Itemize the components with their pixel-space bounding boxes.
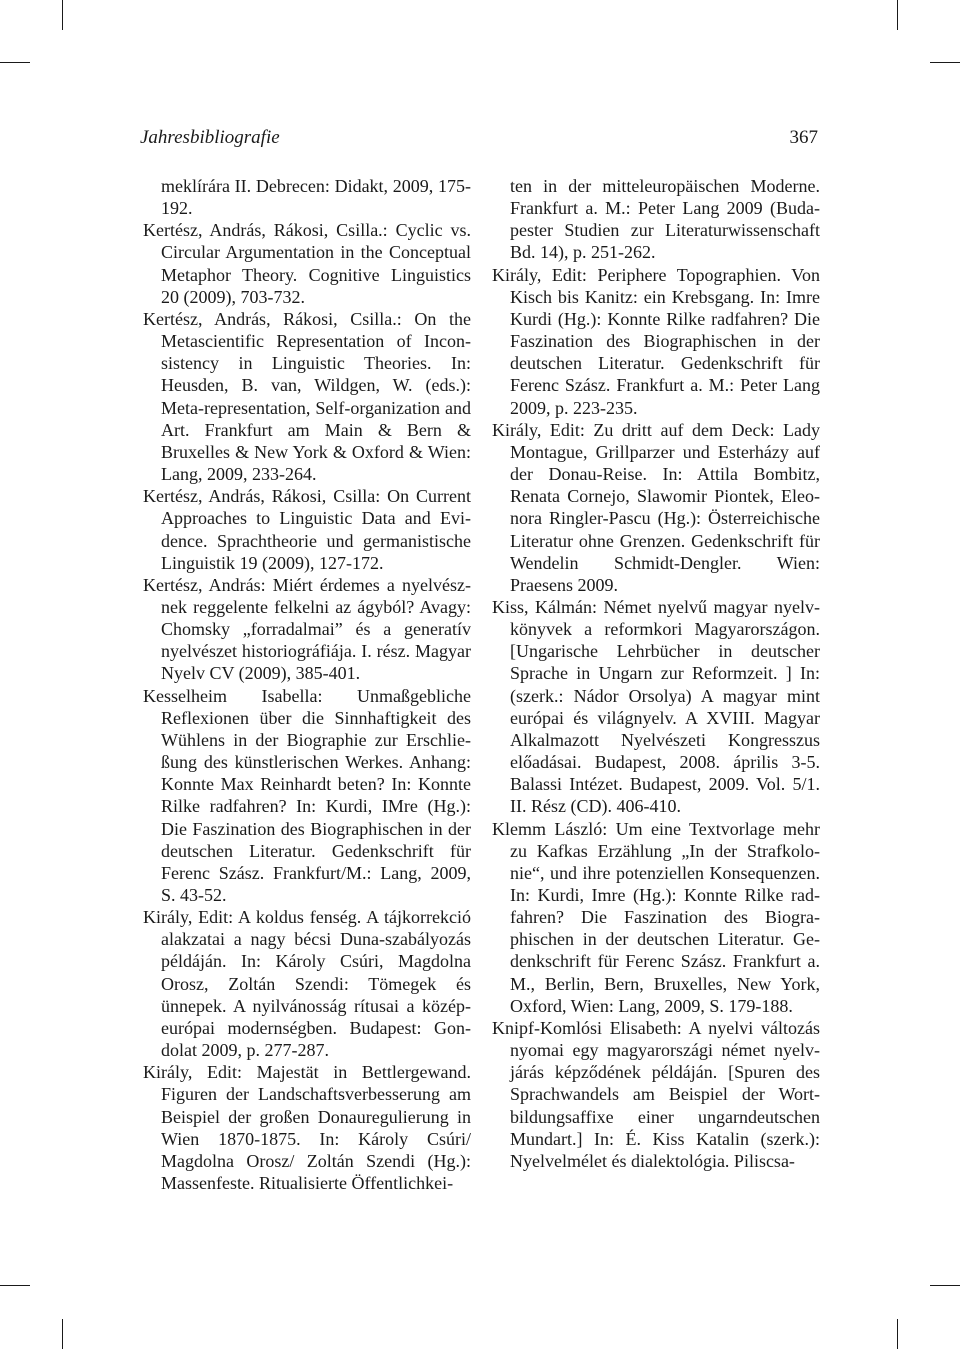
- crop-mark-top-left-h: [0, 62, 30, 63]
- bibliography-entry: Király, Edit: Periphere Topographien. Von Kisch bis Kanitz: ein Krebsgang. In: Imre Kurdi (Hg.): Konnte Rilke radfahren? Die Faszination des Biographischen in der deutschen Literatur. Gedenkschrift für Ferenc Szász. Frankfurt a. M.: Peter Lang 2009, p. 223-235.: [492, 264, 820, 418]
- crop-mark-top-right-h: [930, 62, 960, 63]
- crop-mark-bottom-right-h: [930, 1285, 960, 1286]
- bibliography-entry: Kertész, András, Rákosi, Csilla.: Cyclic vs. Circular Argumentation in the Conceptual Metaphor Theory. Cognitive Linguistics 20 (2009), 703-732.: [143, 220, 471, 307]
- bibliography-entry: Kesselheim Isabella: Unmaßgebliche Reflexionen über die Sinnhaftigkeit des Wühlens in der Biographie zur Erschließung des künstlerischen Werkes. Anhang: Konnte Max Reinhardt beten? In: Konnte Rilke radfahren? In: Kurdi, IMre (Hg.): Die Faszination des Biographischen in der deutschen Literatur. Gedenkschrift für Ferenc Szász. Frankfurt/M.: Lang, 2009, S. 43-52.: [143, 685, 471, 905]
- running-head: [140, 124, 820, 152]
- page-number: 367: [789, 127, 818, 148]
- bibliography-entry: Knipf-Komlósi Elisabeth: A nyelvi változás nyomai egy magyarországi német nyelvjárás képződének példáján. [Spuren des Sprachwandels am Beispiel der Wortbildungsaffixe einer ungarndeutschen Mundart.] In: É. Kiss Katalin (szerk.): Nyelvelmélet és dialektológia. Piliscsa-: [492, 1017, 820, 1171]
- bibliography-entry: Király, Edit: Majestät in Bettlergewand. Figuren der Landschaftsverbesserung am Beispiel der großen Donauregulierung in Wien 1870-1875. In: Károly Csúri/ Magdolna Orosz/ Zoltán Szendi (Hg.): Massenfeste. Ritualisierte Öffentlichkei-: [143, 1062, 471, 1194]
- running-title: Jahresbibliografie: [140, 127, 280, 148]
- crop-mark-bottom-right: [897, 1319, 898, 1349]
- crop-mark-top-right: [897, 0, 898, 30]
- bibliography-entry: Kertész, András, Rákosi, Csilla: On Current Approaches to Linguistic Data and Evidence. Sprachtheorie und germanistische Linguistik 19 (2009), 127-172.: [143, 486, 471, 573]
- crop-mark-bottom-left: [62, 1319, 63, 1349]
- bibliography-entry: Kiss, Kálmán: Német nyelvű magyar nyelvkönyvek a reformkori Magyarországon. [Ungarische Lehrbücher in deutscher Sprache in Ungarn zur Reformzeit. ] In: (szerk.: Nádor Orsolya) A magyar mint európai és világnyelv. A XVIII. Magyar Alkalmazott Nyelvészeti Kongresszus előadásai. Budapest, 2008. április 3-5. Balassi Intézet. Budapest, 2009. Vol. 5/1. II. Rész (CD). 406-410.: [492, 596, 820, 817]
- left-column: [143, 175, 471, 1194]
- bibliography-entry: Kertész, András: Miért érdemes a nyelvésznek reggelente felkelni az ágyból? Avagy: Chomsky „forradalmai” és a generatív nyelvészet historiográfiája. I. rész. Magyar Nyelv CV (2009), 385-401.: [143, 574, 471, 684]
- bibliography-entry: Klemm László: Um eine Textvorlage mehr zu Kafkas Erzählung „In der Strafkolonie“, und ihre potenziellen Konsequenzen. In: Kurdi, Imre (Hg.): Konnte Rilke radfahren? Die Faszination des Biographischen in der deutschen Literatur. Gedenkschrift für Ferenc Szász. Frankfurt a. M., Berlin, Bern, Bruxelles, New York, Oxford, Wien: Lang, 2009, S. 179-188.: [492, 818, 820, 1016]
- crop-mark-top-left: [62, 0, 63, 30]
- crop-mark-bottom-left-h: [0, 1285, 30, 1286]
- bibliography-entry: Király, Edit: A koldus fenség. A tájkorrekció alakzatai a nagy bécsi Duna-szabályozás példáján. In: Károly Csúri, Magdolna Orosz, Zoltán Szendi: Tömegek és ünnepek. A nyilvánosság rítusai a középeurópai modernségben. Budapest: Gondolat 2009, p. 277-287.: [143, 907, 471, 1061]
- right-column: [492, 175, 820, 1172]
- bibliography-entry: meklírára II. Debrecen: Didakt, 2009, 175-192.: [161, 176, 471, 219]
- bibliography-entry: ten in der mitteleuropäischen Moderne. Frankfurt a. M.: Peter Lang 2009 (Budapester Studien zur Literaturwissenschaft Bd. 14), p. 251-262.: [510, 176, 820, 263]
- bibliography-entry: Kertész, András, Rákosi, Csilla.: On the Metascientific Representation of Inconsistency in Linguistic Theories. In: Heusden, B. van, Wildgen, W. (eds.): Meta-representation, Self-organization and Art. Frankfurt am Main & Bern & Bruxelles & New York & Oxford & Wien: Lang, 2009, 233-264.: [143, 308, 471, 485]
- bibliography-entry: Király, Edit: Zu dritt auf dem Deck: Lady Montague, Grillparzer und Esterházy auf der Donau-Reise. In: Attila Bombitz, Renata Cornejo, Slawomir Piontek, Eleonora Ringler-Pascu (Hg.): Österreichische Literatur ohne Grenzen. Gedenkschrift für Wendelin Schmidt-Dengler. Wien: Praesens 2009.: [492, 419, 820, 595]
